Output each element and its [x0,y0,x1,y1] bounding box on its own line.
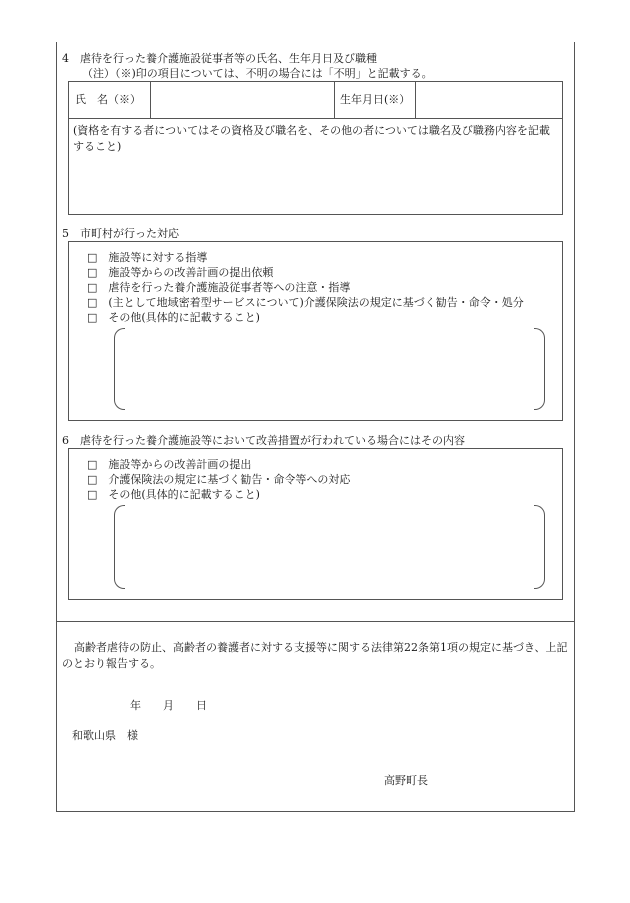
section5-heading: 5 市町村が行った対応 [62,227,179,240]
qualification-field[interactable] [69,158,562,214]
frame-right-border [574,42,575,812]
section4-table [68,81,563,215]
dob-label: 生年月日(※） [340,93,411,106]
section6-left-bracket [114,505,125,589]
frame-divider [56,621,575,622]
report-sender: 高野町長 [384,774,428,787]
section5-right-bracket [534,328,545,410]
section6-box [68,448,563,600]
section5-box [68,241,563,421]
section5-item-1[interactable]: □ 施設等に対する指導 [87,251,208,264]
section5-left-bracket [114,328,125,410]
section5-item-4[interactable]: □ (主として地域密着型サービスについて)介護保険法の規定に基づく勧告・命令・処分 [87,296,524,309]
report-date: 年 月 日 [130,699,207,712]
section5-other-details-field[interactable] [127,330,527,406]
frame-bottom-border [56,811,575,812]
section6-right-bracket [534,505,545,589]
section6-item-3[interactable]: □ その他(具体的に記載すること) [87,488,260,501]
name-label: 氏 名（※） [75,93,141,106]
qualification-instructions: (資格を有する者についてはその資格及び職名を、その他の者については職名及び職務内容を記載すること) [73,124,550,153]
section4-heading: 4 虐待を行った養介護施設従事者等の氏名、生年月日及び職種 [62,52,377,65]
section6-item-1[interactable]: □ 施設等からの改善計画の提出 [87,458,252,471]
section4-row-divider [69,118,562,119]
section6-heading: 6 虐待を行った養介護施設等において改善措置が行われている場合にはその内容 [62,434,465,447]
section4-note: （注）（※)印の項目については、不明の場合には「不明」と記載する。 [82,67,433,80]
section5-item-3[interactable]: □ 虐待を行った養介護施設従事者等への注意・指導 [87,281,351,294]
section6-other-details-field[interactable] [127,507,527,585]
report-statement: 高齢者虐待の防止、高齢者の養護者に対する支援等に関する法律第22条第1項の規定に基づき、上記のとおり報告する。 [62,641,568,670]
dob-field[interactable] [416,82,562,118]
report-addressee: 和歌山県 様 [72,729,138,742]
section5-item-5[interactable]: □ その他(具体的に記載すること) [87,311,260,324]
name-field[interactable] [151,82,334,118]
section4-col-divider-2 [334,82,335,118]
frame-left-border [56,42,57,812]
section5-item-2[interactable]: □ 施設等からの改善計画の提出依頼 [87,266,274,279]
section6-item-2[interactable]: □ 介護保険法の規定に基づく勧告・命令等への対応 [87,473,351,486]
